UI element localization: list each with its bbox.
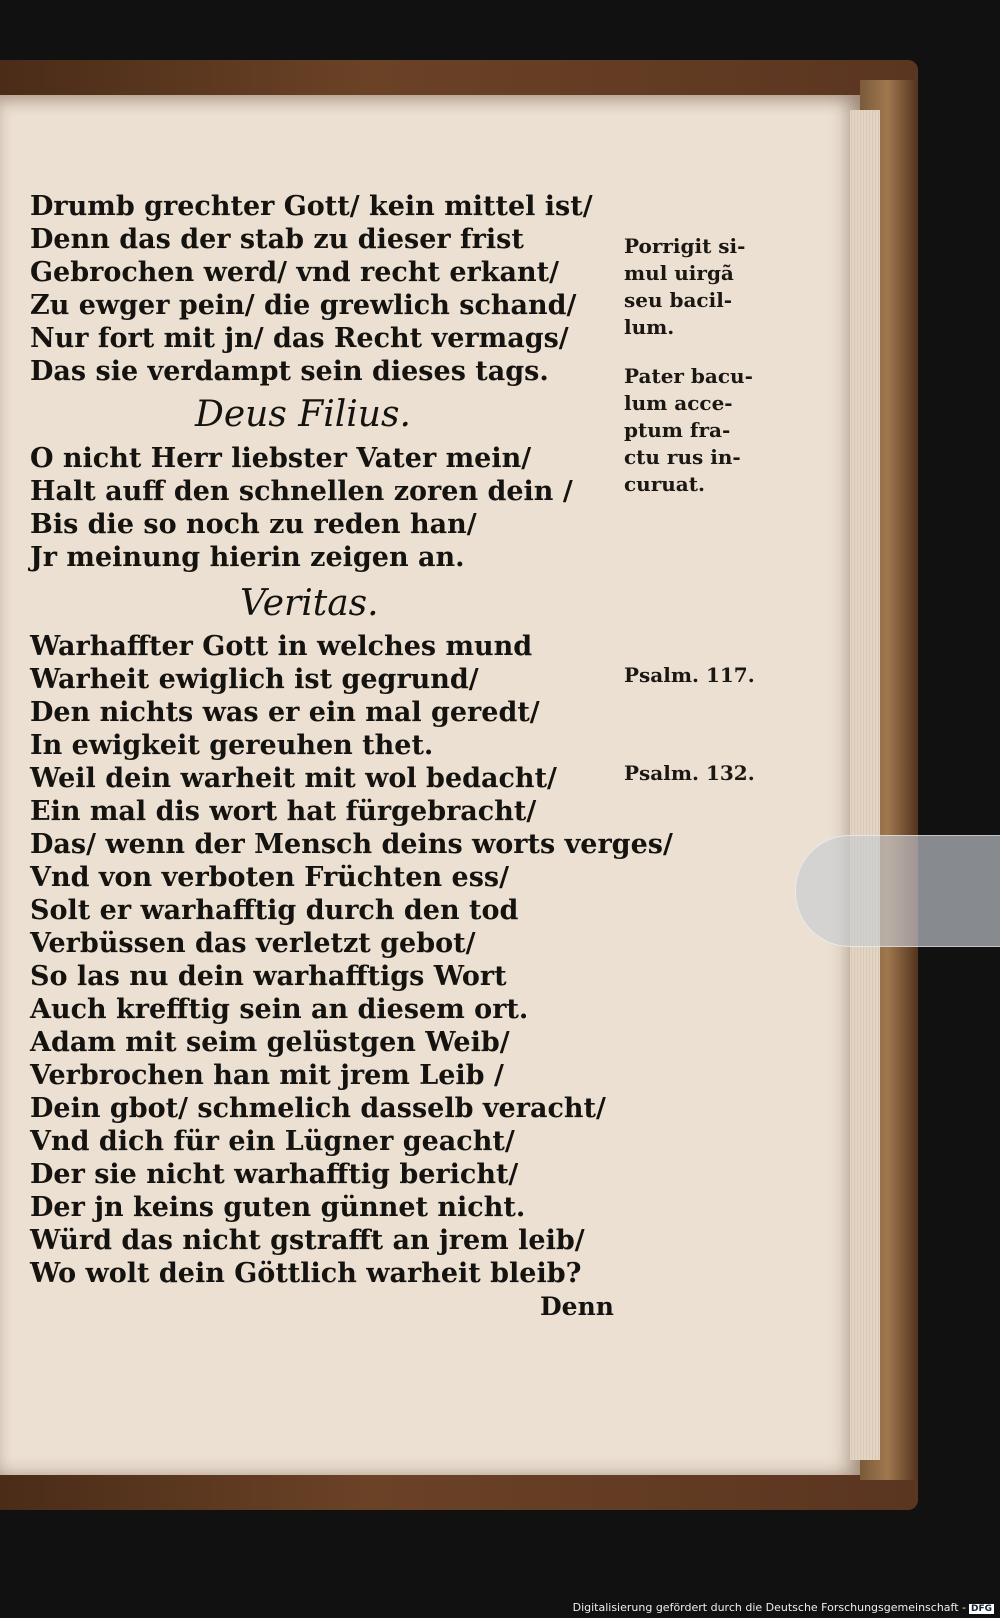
verse-line: Jr meinung hierin zeigen an. xyxy=(30,542,465,573)
margin-note-line: lum acce- xyxy=(624,391,733,415)
verse-line: Der jn keins guten günnet nicht. xyxy=(30,1192,526,1223)
verse-line: Weil dein warheit mit wol bedacht/ xyxy=(30,763,557,794)
verse-line: Der sie nicht warhafftig bericht/ xyxy=(30,1159,519,1190)
verse-line: Warhaffter Gott in welches mund xyxy=(30,631,533,662)
margin-note-line: mul uirgã xyxy=(624,261,734,285)
verse-line: Halt auff den schnellen zoren dein / xyxy=(30,476,573,507)
verse-line: Vnd dich für ein Lügner geacht/ xyxy=(30,1126,515,1157)
footer-text: Digitalisierung gefördert durch die Deutsche Forschungsgemeinschaft - xyxy=(572,1601,966,1614)
verse-line: Denn das der stab zu dieser frist xyxy=(30,224,524,255)
verse-line: Würd das nicht gstrafft an jrem leib/ xyxy=(30,1225,585,1256)
margin-note-porrigit xyxy=(624,233,764,341)
verse-line: Verbrochen han mit jrem Leib / xyxy=(30,1060,504,1091)
verse-line: Das sie verdampt sein dieses tags. xyxy=(30,356,549,387)
margin-note-line: ctu rus in- xyxy=(624,445,741,469)
margin-note-psalm-132: Psalm. 132. xyxy=(624,761,755,785)
verse-line: Warheit ewiglich ist gegrund/ xyxy=(30,664,479,695)
margin-note-line: Porrigit si- xyxy=(624,234,746,258)
verse-line: Ein mal dis wort hat fürgebracht/ xyxy=(30,796,537,827)
dfg-logo: DFG xyxy=(970,1604,992,1614)
verse-line: Dein gbot/ schmelich dasselb veracht/ xyxy=(30,1093,606,1124)
speaker-heading-filius: Deus Filius. xyxy=(195,394,411,435)
margin-note-line: ptum fra- xyxy=(624,418,731,442)
verse-line: So las nu dein warhafftigs Wort xyxy=(30,961,507,992)
verse-line: Drumb grechter Gott/ kein mittel ist/ xyxy=(30,191,593,222)
page-stack xyxy=(850,110,880,1460)
margin-note-line: curuat. xyxy=(624,472,705,496)
verse-line: Bis die so noch zu reden han/ xyxy=(30,509,477,540)
book-clip xyxy=(795,835,1000,947)
verse-line: O nicht Herr liebster Vater mein/ xyxy=(30,443,532,474)
margin-note-pater xyxy=(624,363,764,498)
verse-line: Gebrochen werd/ vnd recht erkant/ xyxy=(30,257,559,288)
margin-note-line: seu bacil- xyxy=(624,288,733,312)
verse-line: Den nichts was er ein mal geredt/ xyxy=(30,697,540,728)
speaker-heading-veritas: Veritas. xyxy=(240,583,379,624)
margin-note-psalm-117: Psalm. 117. xyxy=(624,663,755,687)
verse-line: Auch krefftig sein an diesem ort. xyxy=(30,994,529,1025)
verse-line: Solt er warhafftig durch den tod xyxy=(30,895,519,926)
verse-line: Vnd von verboten Früchten ess/ xyxy=(30,862,509,893)
catchword: Denn xyxy=(540,1292,614,1321)
verse-line: Nur fort mit jn/ das Recht vermags/ xyxy=(30,323,569,354)
verse-line: Das/ wenn der Mensch deins worts verges/ xyxy=(30,829,673,860)
verse-line: Wo wolt dein Göttlich warheit bleib? xyxy=(30,1258,582,1289)
margin-note-line: lum. xyxy=(624,315,675,339)
verse-line: Zu ewger pein/ die grewlich schand/ xyxy=(30,290,577,321)
footer-credit xyxy=(573,1601,994,1614)
verse-line: In ewigkeit gereuhen thet. xyxy=(30,730,434,761)
verse-line: Adam mit seim gelüstgen Weib/ xyxy=(30,1027,510,1058)
verse-line: Verbüssen das verletzt gebot/ xyxy=(30,928,476,959)
margin-note-line: Pater bacu- xyxy=(624,364,753,388)
